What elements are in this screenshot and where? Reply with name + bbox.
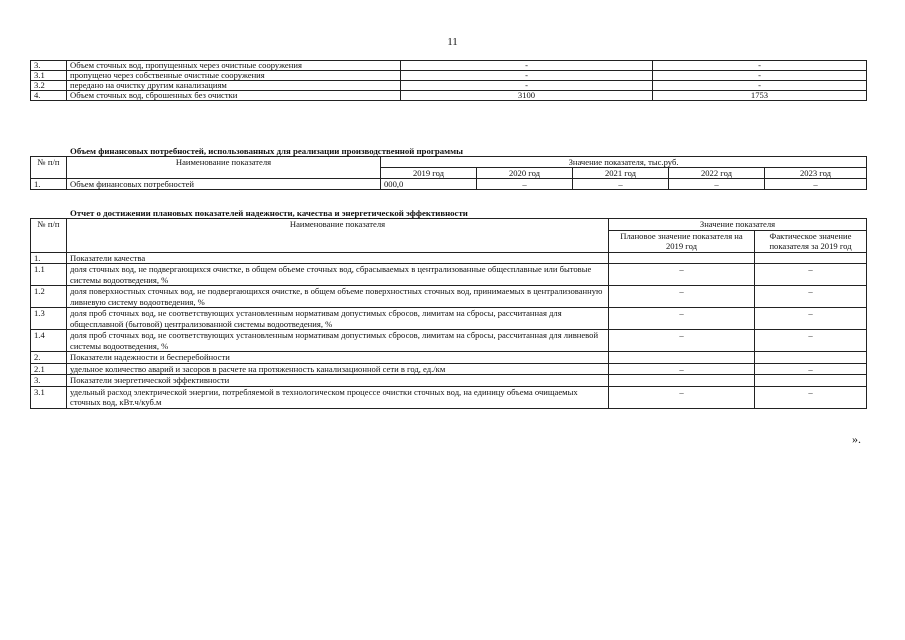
row-value: – xyxy=(765,179,867,190)
row-number: 1. xyxy=(31,179,67,190)
row-name: Показатели надежности и бесперебойности xyxy=(67,352,609,364)
table-row xyxy=(31,81,867,91)
row-value: 000,0 xyxy=(381,179,477,190)
table-row xyxy=(31,71,867,81)
row-fact: – xyxy=(755,330,867,352)
row-number: 2.1 xyxy=(31,363,67,375)
row-value: - xyxy=(401,81,653,91)
row-fact xyxy=(755,252,867,264)
wastewater-volume-table xyxy=(30,60,867,101)
financial-needs-heading: Объем финансовых потребностей, использованных для реализации производственной программы xyxy=(70,146,463,156)
year-header: 2020 год xyxy=(477,168,573,179)
row-fact xyxy=(755,352,867,364)
col-plan-header: Плановое значение показателя на 2019 год xyxy=(609,230,755,252)
table-section-row xyxy=(31,352,867,364)
row-value: - xyxy=(653,61,867,71)
col-value-header: Значение показателя xyxy=(609,219,867,231)
row-name: доля поверхностных сточных вод, не подвергающихся очистке, в общем объеме поверхностных сточных вод, принимаемых в централизованную ливневую систему водоотведения, % xyxy=(67,286,609,308)
col-name-header: Наименование показателя xyxy=(67,157,381,179)
row-number: 1. xyxy=(31,252,67,264)
row-value: - xyxy=(653,81,867,91)
performance-report-heading: Отчет о достижении плановых показателей надежности, качества и энергетической эффективности xyxy=(70,208,468,218)
table-row xyxy=(31,308,867,330)
row-fact: – xyxy=(755,264,867,286)
row-number: 1.1 xyxy=(31,264,67,286)
closing-quote: ». xyxy=(852,432,861,446)
row-value: 3100 xyxy=(401,91,653,101)
row-value: - xyxy=(653,71,867,81)
year-header: 2019 год xyxy=(381,168,477,179)
year-header: 2023 год xyxy=(765,168,867,179)
table-section-row xyxy=(31,252,867,264)
row-number: 4. xyxy=(31,91,67,101)
table-header-row xyxy=(31,219,867,231)
row-name: удельный расход электрической энергии, потребляемой в технологическом процессе очистки сточных вод, на единицу объема очищаемых сточных вод, кВт.ч/куб.м xyxy=(67,386,609,408)
table-row xyxy=(31,330,867,352)
row-plan: – xyxy=(609,386,755,408)
row-plan xyxy=(609,375,755,387)
row-value: – xyxy=(477,179,573,190)
row-fact xyxy=(755,375,867,387)
row-value: - xyxy=(401,71,653,81)
col-number-header: № п/п xyxy=(31,219,67,253)
row-name: передано на очистку другим канализациям xyxy=(67,81,401,91)
row-fact: – xyxy=(755,363,867,375)
row-name: Объем сточных вод, сброшенных без очистки xyxy=(67,91,401,101)
table-row xyxy=(31,91,867,101)
row-number: 1.3 xyxy=(31,308,67,330)
row-name: доля сточных вод, не подвергающихся очистке, в общем объеме сточных вод, сбрасываемых в централизованные общесплавные или бытовые системы водоотведения, % xyxy=(67,264,609,286)
performance-report-table xyxy=(30,218,867,409)
row-name: удельное количество аварий и засоров в расчете на протяженность канализационной сети в год, ед./км xyxy=(67,363,609,375)
row-number: 2. xyxy=(31,352,67,364)
table-header-row xyxy=(31,157,867,168)
row-fact: – xyxy=(755,286,867,308)
row-value: – xyxy=(573,179,669,190)
row-name: пропущено через собственные очистные сооружения xyxy=(67,71,401,81)
financial-needs-table xyxy=(30,156,867,190)
row-name: доля проб сточных вод, не соответствующих установленным нормативам допустимых сбросов, лимитам на сбросы, рассчитанная для общесплавной (бытовой) централизованной системы водоотведения, % xyxy=(67,308,609,330)
table-row xyxy=(31,264,867,286)
col-number-header: № п/п xyxy=(31,157,67,179)
row-number: 3.1 xyxy=(31,71,67,81)
row-name: Показатели энергетической эффективности xyxy=(67,375,609,387)
row-number: 3.1 xyxy=(31,386,67,408)
row-plan: – xyxy=(609,308,755,330)
page-number: 11 xyxy=(447,36,458,48)
year-header: 2021 год xyxy=(573,168,669,179)
year-header: 2022 год xyxy=(669,168,765,179)
row-number: 3. xyxy=(31,61,67,71)
row-number: 1.2 xyxy=(31,286,67,308)
table-row xyxy=(31,61,867,71)
row-name: Показатели качества xyxy=(67,252,609,264)
row-number: 3.2 xyxy=(31,81,67,91)
row-plan: – xyxy=(609,286,755,308)
row-value: 1753 xyxy=(653,91,867,101)
row-plan: – xyxy=(609,330,755,352)
col-name-header: Наименование показателя xyxy=(67,219,609,253)
row-plan: – xyxy=(609,363,755,375)
row-value: - xyxy=(401,61,653,71)
row-plan xyxy=(609,352,755,364)
row-value: – xyxy=(669,179,765,190)
table-row xyxy=(31,386,867,408)
row-number: 1.4 xyxy=(31,330,67,352)
row-plan: – xyxy=(609,264,755,286)
row-plan xyxy=(609,252,755,264)
table-row xyxy=(31,286,867,308)
col-value-header: Значение показателя, тыс.руб. xyxy=(381,157,867,168)
row-name: доля проб сточных вод, не соответствующих установленным нормативам допустимых сбросов, лимитам на сбросы, рассчитанная для ливневой системы водоотведения, % xyxy=(67,330,609,352)
table-row xyxy=(31,363,867,375)
row-name: Объем финансовых потребностей xyxy=(67,179,381,190)
row-name: Объем сточных вод, пропущенных через очистные сооружения xyxy=(67,61,401,71)
table-section-row xyxy=(31,375,867,387)
table-row xyxy=(31,179,867,190)
row-fact: – xyxy=(755,386,867,408)
row-fact: – xyxy=(755,308,867,330)
row-number: 3. xyxy=(31,375,67,387)
col-fact-header: Фактическое значение показателя за 2019 год xyxy=(755,230,867,252)
